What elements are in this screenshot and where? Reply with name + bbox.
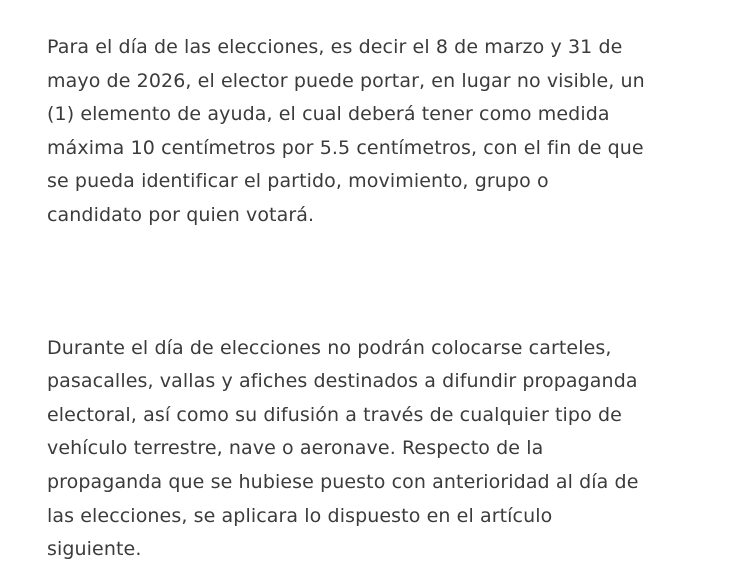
text-line: Durante el día de elecciones no podrán colocarse carteles,: [47, 336, 612, 359]
article-body: [47, 31, 697, 567]
text-line: mayo de 2026, el elector puede portar, en lugar no visible, un: [47, 69, 645, 92]
text-line: candidato por quien votará.: [47, 203, 315, 226]
text-line: las elecciones, se aplicara lo dispuesto en el artículo: [47, 504, 553, 527]
paragraph-election-day-aid: [47, 31, 697, 233]
text-line: (1) elemento de ayuda, el cual deberá tener como medida: [47, 103, 610, 126]
text-line: propaganda que se hubiese puesto con anterioridad al día de: [47, 470, 639, 493]
text-line: vehículo terrestre, nave o aeronave. Respecto de la: [47, 437, 544, 460]
paragraph-propaganda-restriction: [47, 332, 697, 567]
text-line: pasacalles, vallas y afiches destinados a difundir propaganda: [47, 370, 638, 393]
text-line: electoral, así como su difusión a través de cualquier tipo de: [47, 403, 622, 426]
text-line: siguiente.: [47, 538, 142, 561]
text-line: Para el día de las elecciones, es decir el 8 de marzo y 31 de: [47, 36, 623, 58]
text-line: máxima 10 centímetros por 5.5 centímetros, con el fin de que: [47, 136, 644, 159]
text-line: se pueda identificar el partido, movimiento, grupo o: [47, 170, 549, 193]
